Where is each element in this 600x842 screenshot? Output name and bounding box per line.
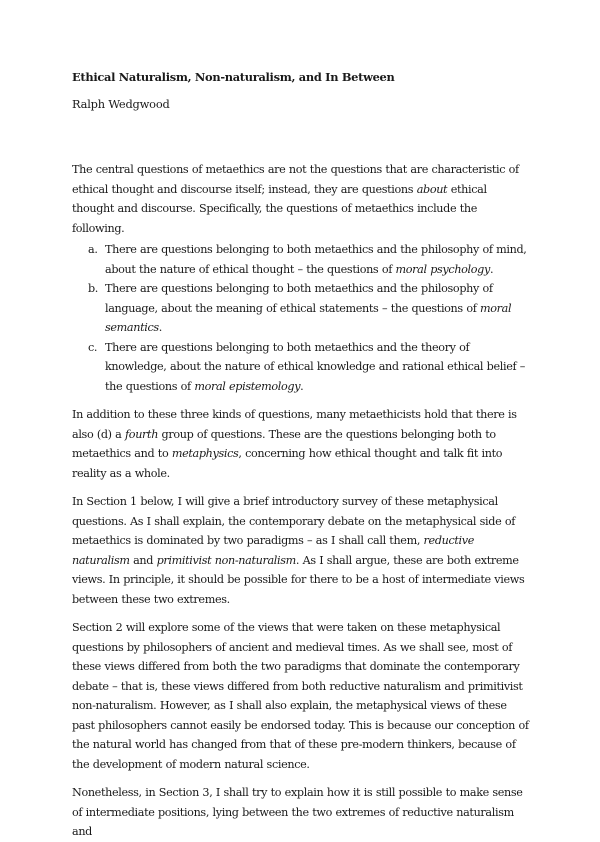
paragraph-section-2: Section 2 will explore some of the views that were taken on these metaphysical questions by philosophers of ancient and medieval times. As we shall see, most of these views differed from both the two paradigms that dominate the contemporary debate – that is, these views differed from both reductive naturalism and primitivist non-naturalism. However, as I shall also explain, the metaphysical views of these past philosophers cannot easily be endorsed today. This is because our conception of the natural world has changed from that of these pre-modern thinkers, because of the development of modern natural science. — [72, 621, 529, 771]
list-item-text: There are questions belonging to both metaethics and the philosophy of language, about the meaning of ethical statements – the questions of — [105, 282, 493, 315]
question-list — [72, 240, 530, 396]
intro-text-1: The central questions of metaethics are not the questions that are characteristic of ethical thought and discourse itself; instead, they are questions — [72, 163, 519, 196]
text-run: In Section 1 below, I will give a brief introductory survey of these metaphysical questions. As I shall explain, the contemporary debate on the metaphysical side of metaethics is dominated by two paradigms – as I shall call them, — [72, 495, 516, 547]
text-run: group of questions. These are the questions belonging both to metaethics and to — [72, 427, 496, 460]
list-item — [72, 240, 530, 279]
list-item-italic: moral psychology — [395, 262, 490, 276]
italic-run: metaphysics — [171, 447, 239, 460]
list-item-end: . — [489, 262, 494, 276]
list-marker: a. — [88, 243, 98, 256]
list-marker: b. — [88, 282, 99, 295]
list-item-end: . — [158, 321, 162, 334]
text-run: and — [129, 553, 157, 567]
italic-run: fourth — [125, 427, 159, 441]
paragraph-section-3: Nonetheless, in Section 3, I shall try to explain how it is still possible to make sense of intermediate positions, lying between the two extremes of reductive naturalism and — [72, 786, 523, 838]
intro-text-2: ethical thought and discourse. Specifically, the questions of metaethics include the following. — [72, 182, 487, 235]
list-item-italic: moral semantics — [105, 301, 512, 334]
list-item-end: . — [300, 379, 304, 393]
intro-italic: about — [416, 182, 448, 196]
list-item-text: There are questions belonging to both metaethics and the theory of knowledge, about the nature of ethical knowledge and rational ethical belief – the questions of — [105, 340, 525, 393]
document-title: Ethical Naturalism, Non-naturalism, and In Between — [72, 70, 395, 84]
text-run: . As I shall argue, these are both extreme views. In principle, it should be possible for there to be a host of intermediate views between these two extremes. — [72, 553, 525, 606]
list-marker: c. — [88, 340, 98, 354]
intro-paragraph — [72, 160, 530, 238]
author-name: Ralph Wedgwood — [72, 97, 170, 111]
list-item — [72, 338, 530, 397]
italic-run: primitivist non-naturalism — [156, 553, 296, 567]
paragraph-section-1 — [72, 492, 530, 609]
list-item-italic: moral epistemology — [194, 379, 301, 393]
paragraph-metaphysics — [72, 405, 530, 483]
list-item-text: There are questions belonging to both metaethics and the philosophy of mind, about the nature of ethical thought – the questions of — [105, 243, 527, 276]
text-run: , concerning how ethical thought and talk fit into reality as a whole. — [72, 447, 503, 480]
text-run: In addition to these three kinds of questions, many metaethicists hold that there is also (d) a — [72, 408, 517, 441]
italic-run: reductive naturalism — [72, 534, 475, 567]
list-item — [72, 279, 530, 338]
